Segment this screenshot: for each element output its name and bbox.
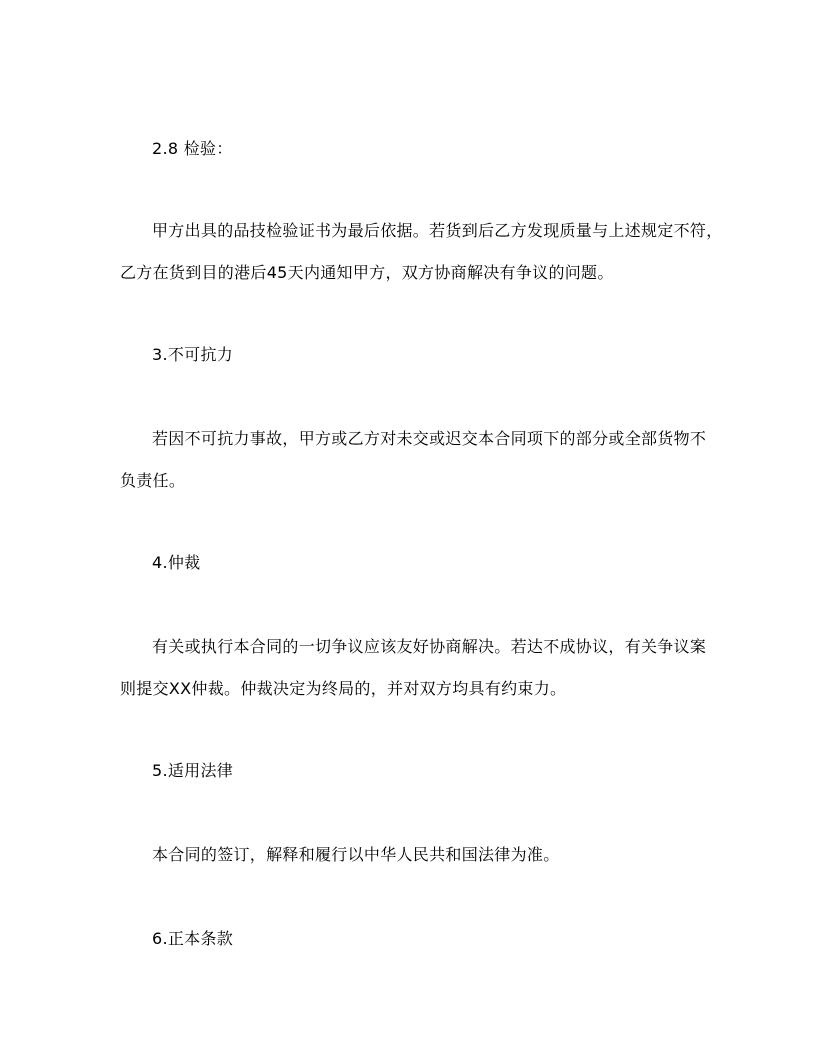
section-heading-inspection: 2.8 检验：	[152, 139, 233, 158]
paragraph-line: 若因不可抗力事故，甲方或乙方对未交或迟交本合同项下的部分或全部货物不	[152, 429, 707, 448]
paragraph-line: 有关或执行本合同的一切争议应该友好协商解决。若达不成协议，有关争议案	[152, 637, 707, 656]
section-heading-arbitration: 4.仲裁	[152, 553, 201, 572]
paragraph-line: 则提交XX仲裁。仲裁决定为终局的，并对双方均具有约束力。	[120, 679, 567, 698]
section-heading-force-majeure: 3.不可抗力	[152, 345, 234, 364]
paragraph-line: 负责任。	[120, 471, 186, 490]
paragraph-line: 甲方出具的品技检验证书为最后依据。若货到后乙方发现质量与上述规定不符，	[152, 221, 723, 240]
section-heading-original-copies: 6.正本条款	[152, 929, 234, 948]
section-heading-applicable-law: 5.适用法律	[152, 761, 234, 780]
paragraph-line: 本合同的签订，解释和履行以中华人民共和国法律为准。	[152, 845, 560, 864]
paragraph-line: 乙方在货到目的港后45天内通知甲方，双方协商解决有争议的问题。	[120, 263, 614, 282]
